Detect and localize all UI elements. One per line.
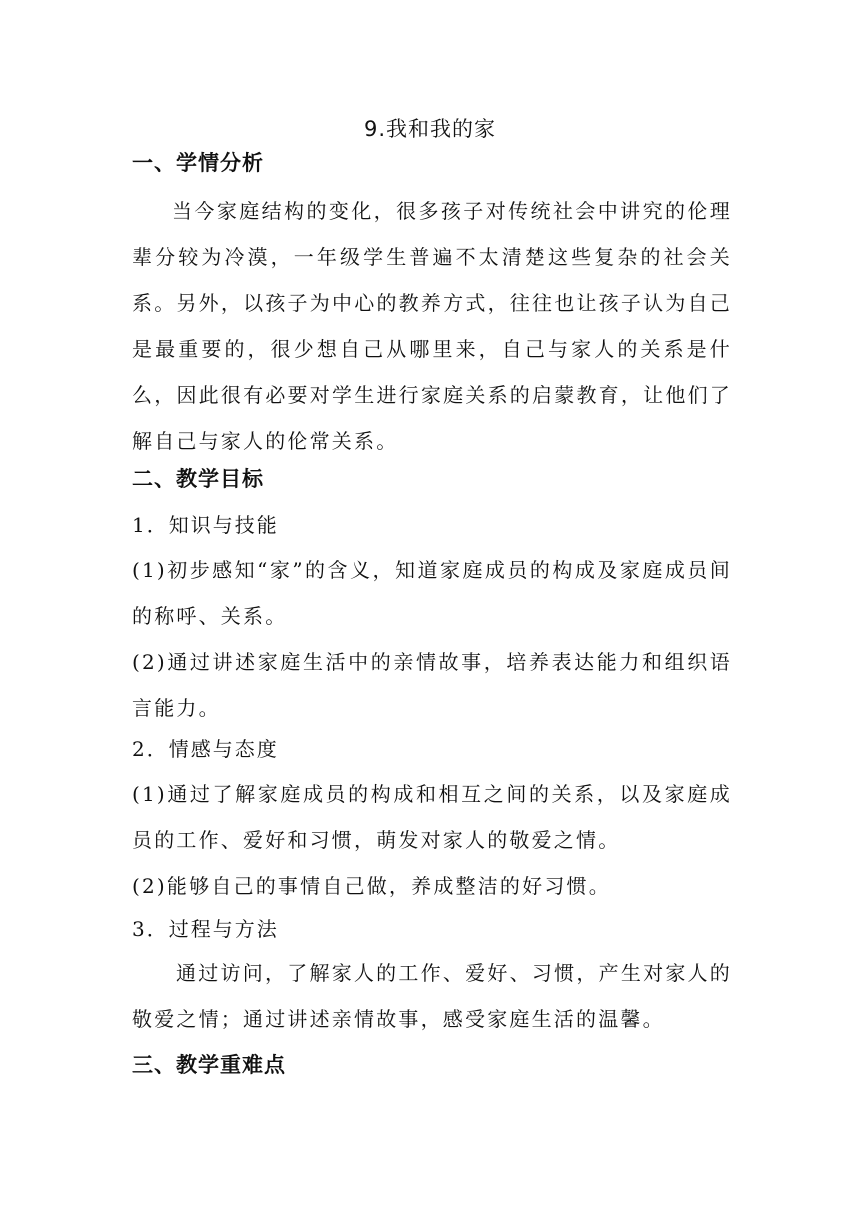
section-heading-learning-analysis: 一、学情分析 bbox=[132, 151, 264, 175]
subheading-emotion-attitude: 2．情感与态度 bbox=[132, 737, 279, 761]
goal-emotion-item-2: (2)能够自己的事情自己做，养成整洁的好习惯。 bbox=[132, 874, 611, 898]
document-title: 9.我和我的家 bbox=[363, 117, 497, 141]
goal-knowledge-item-2: (2)通过讲述家庭生活中的亲情故事，培养表达能力和组织语言能力。 bbox=[132, 650, 732, 720]
section-heading-teaching-goals: 二、教学目标 bbox=[132, 467, 264, 491]
subheading-process-method: 3．过程与方法 bbox=[132, 917, 279, 941]
goal-process-paragraph: 通过访问，了解家人的工作、爱好、习惯，产生对家人的敬爱之情；通过讲述亲情故事，感受家庭生活的温馨。 bbox=[132, 961, 732, 1031]
goal-knowledge-item-1: (1)初步感知“家”的含义，知道家庭成员的构成及家庭成员间的称呼、关系。 bbox=[132, 558, 732, 628]
goal-emotion-item-1: (1)通过了解家庭成员的构成和相互之间的关系，以及家庭成员的工作、爱好和习惯，萌发对家人的敬爱之情。 bbox=[132, 782, 732, 852]
learning-analysis-paragraph: 当今家庭结构的变化，很多孩子对传统社会中讲究的伦理辈分较为冷漠，一年级学生普遍不太清楚这些复杂的社会关系。另外，以孩子为中心的教养方式，往往也让孩子认为自己是最重要的，很少想自己从哪里来，自己与家人的关系是什么，因此很有必要对学生进行家庭关系的启蒙教育，让他们了解自己与家人的伦常关系。 bbox=[132, 199, 732, 453]
subheading-knowledge-skills: 1．知识与技能 bbox=[132, 513, 279, 537]
section-heading-key-difficulties: 三、教学重难点 bbox=[132, 1053, 286, 1077]
